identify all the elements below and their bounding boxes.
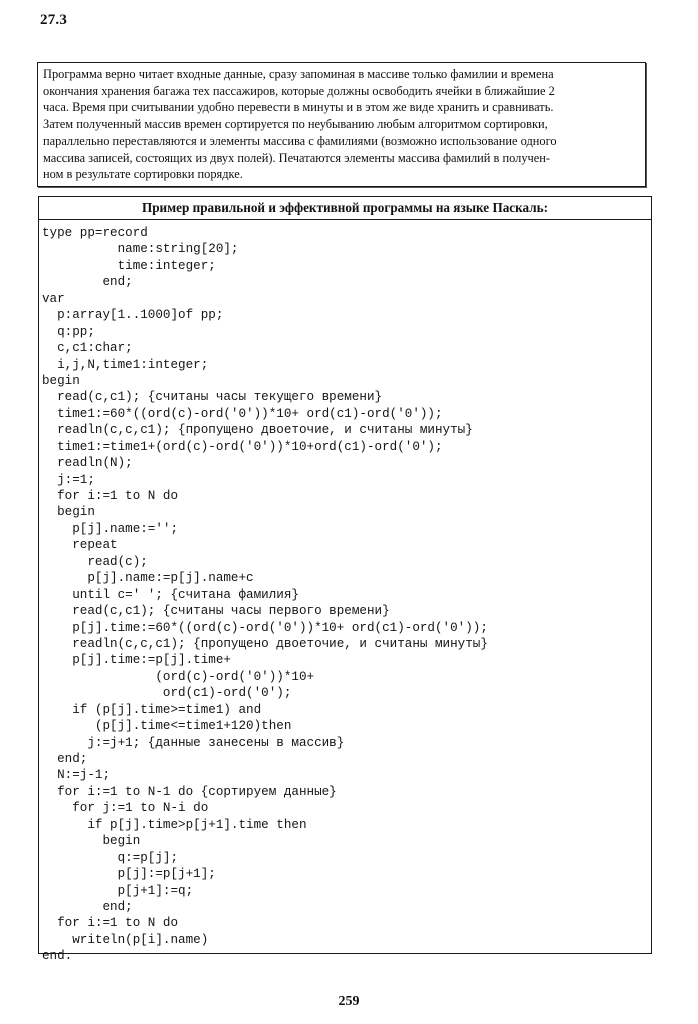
- page-number: 259: [338, 994, 360, 1009]
- program-listing-title: Пример правильной и эффективной программы на языке Паскаль:: [39, 197, 651, 220]
- code-line: read(c);: [42, 554, 148, 569]
- code-line: var: [42, 291, 65, 306]
- task-description-box: [37, 62, 646, 187]
- code-line: read(c,c1); {считаны часы текущего времени}: [42, 390, 383, 405]
- code-line: for i:=1 to N do: [42, 489, 179, 503]
- task-description-line: окончания хранения багажа тех пассажиров, которые должны освободить ячейки в ближайшие 2: [43, 83, 555, 98]
- code-line: readln(c,c,c1); {пропущено двоеточие, и считаны минуты}: [42, 423, 473, 438]
- code-line: p[j].time:=60*((ord(c)-ord('0'))*10+ ord(c1)-ord('0'));: [42, 620, 488, 635]
- task-description-line: Программа верно читает входные данные, сразу запоминая в массиве только фамилии и времена: [43, 67, 554, 81]
- section-number: 27.3: [40, 12, 68, 28]
- task-description-line: ном в результате сортировки порядке.: [43, 167, 243, 182]
- code-line: begin: [42, 834, 141, 849]
- code-line: N:=j-1;: [42, 768, 111, 783]
- code-line: for i:=1 to N-1 do {сортируем данные}: [42, 784, 337, 799]
- code-line: ord(c1)-ord('0');: [42, 686, 292, 701]
- code-line: begin: [42, 373, 80, 388]
- code-line: end;: [42, 752, 88, 766]
- code-line: for j:=1 to N-i do: [42, 801, 209, 816]
- code-line: if p[j].time>p[j+1].time then: [42, 817, 307, 832]
- code-line: p[j].time:=p[j].time+: [42, 653, 231, 668]
- code-line: repeat: [42, 538, 118, 553]
- task-description-line: параллельно переставляются и элементы массива с фамилиями (возможно использование одного: [43, 133, 557, 148]
- code-line: until c=' '; {считана фамилия}: [42, 587, 299, 602]
- code-line: read(c,c1); {считаны часы первого времени}: [42, 604, 390, 619]
- code-line: p[j].name:=p[j].name+c: [42, 571, 254, 586]
- code-line: i,j,N,time1:integer;: [42, 357, 209, 372]
- code-line: j:=1;: [42, 472, 95, 487]
- code-line: j:=j+1; {данные занесены в массив}: [42, 735, 345, 750]
- code-line: readln(N);: [42, 456, 133, 471]
- task-description-line: массива записей, состоящих из двух полей). Печатаются элементы массива фамилий в получен-: [43, 150, 551, 165]
- code-line: for i:=1 to N do: [42, 916, 179, 931]
- task-description-line: Затем полученный массив времен сортируется по неубыванию любым алгоритмом сортировки,: [43, 117, 548, 132]
- code-line: q:pp;: [42, 324, 95, 339]
- code-line: (p[j].time<=time1+120)then: [42, 719, 292, 734]
- code-line: readln(c,c,c1); {пропущено двоеточие, и считаны минуты}: [42, 636, 488, 651]
- program-listing-box: [38, 196, 652, 964]
- code-line: name:string[20];: [42, 242, 239, 257]
- code-line: p[j].name:='';: [42, 521, 179, 536]
- code-line: p:array[1..1000]of pp;: [42, 308, 224, 323]
- code-line: c,c1:char;: [42, 341, 133, 356]
- code-line: time1:=time1+(ord(c)-ord('0'))*10+ord(c1)-ord('0');: [42, 439, 443, 454]
- code-line: p[j+1]:=q;: [42, 883, 194, 898]
- code-line: type pp=record: [42, 226, 148, 240]
- code-line: q:=p[j];: [42, 850, 179, 865]
- code-line: end.: [42, 949, 73, 964]
- code-line: writeln(p[i].name): [42, 932, 209, 947]
- code-line: (ord(c)-ord('0'))*10+: [42, 669, 315, 684]
- code-line: end;: [42, 275, 133, 290]
- code-line: if (p[j].time>=time1) and: [42, 702, 262, 717]
- program-code: [39, 220, 651, 965]
- code-line: p[j]:=p[j+1];: [42, 867, 216, 882]
- code-line: end;: [42, 899, 133, 914]
- code-line: begin: [42, 505, 95, 520]
- task-description-line: часа. Время при считывании удобно перевести в минуты и в этом же виде хранить и сравнивать.: [43, 100, 554, 115]
- code-line: time1:=60*((ord(c)-ord('0'))*10+ ord(c1)-ord('0'));: [42, 406, 443, 421]
- code-line: time:integer;: [42, 258, 216, 273]
